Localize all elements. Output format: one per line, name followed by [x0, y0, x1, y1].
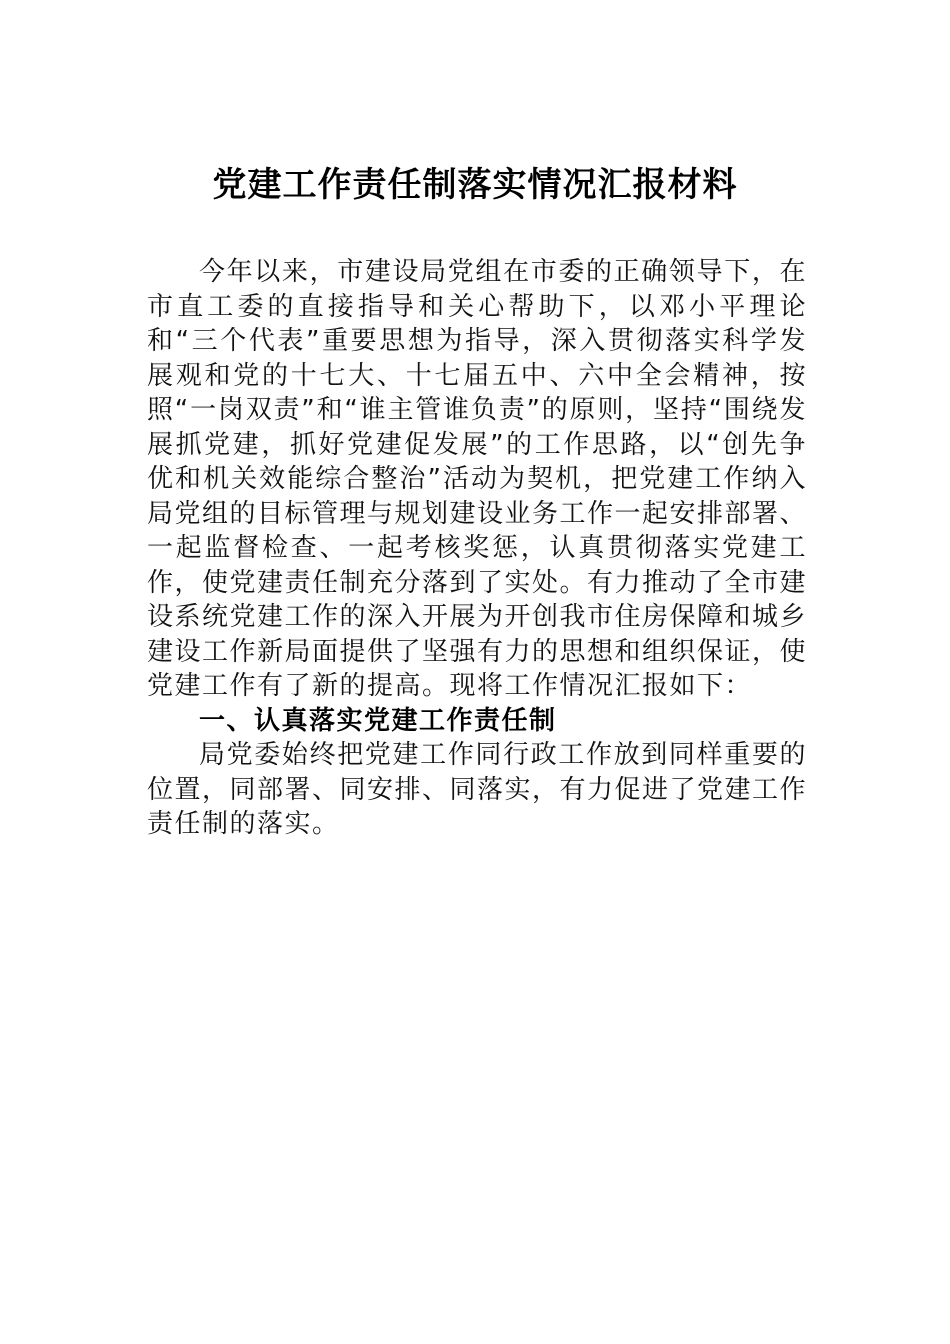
intro-paragraph: 今年以来，市建设局党组在市委的正确领导下，在市直工委的直接指导和关心帮助下，以邓小平理论和“三个代表”重要思想为指导，深入贯彻落实科学发展观和党的十七大、十七届五中、六中全会精神，按照“一岗双责”和“谁主管谁负责”的原则，坚持“围绕发展抓党建，抓好党建促发展”的工作思路，以“创先争优和机关效能综合整治”活动为契机，把党建工作纳入局党组的目标管理与规划建设业务工作一起安排部署、一起监督检查、一起考核奖惩，认真贯彻落实党建工作，使党建责任制充分落到了实处。有力推动了全市建设系统党建工作的深入开展为开创我市住房保障和城乡建设工作新局面提供了坚强有力的思想和组织保证，使党建工作有了新的提高。现将工作情况汇报如下：: [147, 257, 808, 701]
document-body: [147, 255, 807, 842]
section-heading: 一、认真落实党建工作责任制: [199, 705, 557, 736]
section-paragraph: 局党委始终把党建工作同行政工作放到同样重要的位置，同部署、同安排、同落实，有力促进了党建工作责任制的落实。: [147, 740, 808, 839]
document-title: 党建工作责任制落实情况汇报材料: [212, 165, 738, 205]
